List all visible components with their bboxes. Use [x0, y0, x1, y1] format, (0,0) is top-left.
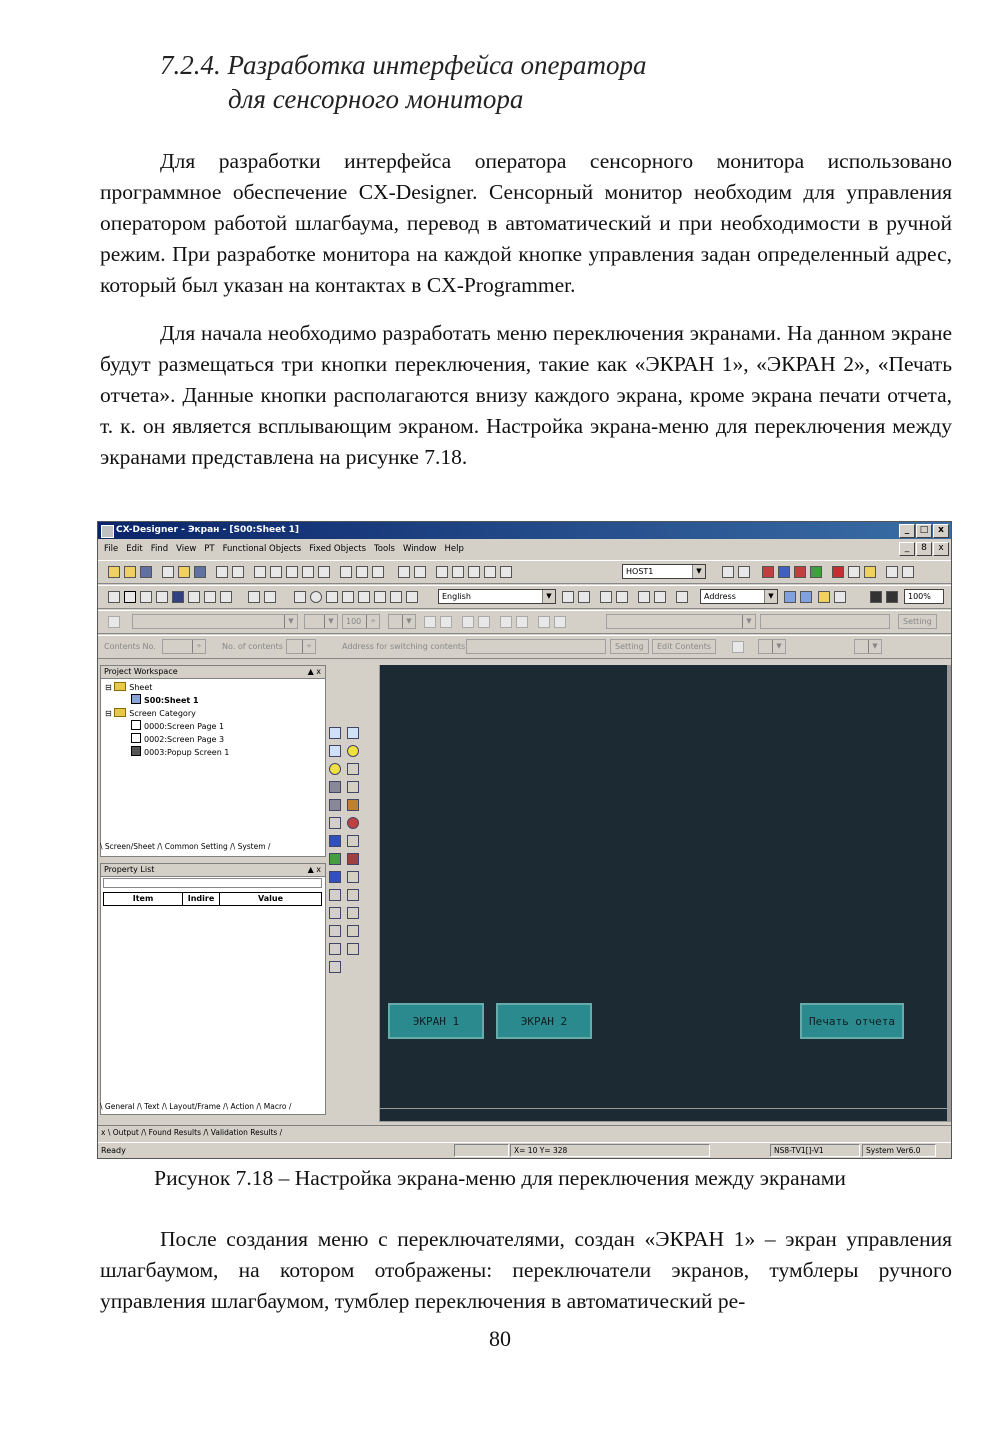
cx-designer-screenshot: [97, 521, 952, 1159]
line-icon[interactable]: [326, 591, 338, 603]
broken-line-icon[interactable]: [329, 835, 341, 847]
temporary-input-icon[interactable]: [329, 925, 341, 937]
fit-icon[interactable]: [248, 591, 260, 603]
property-table-header: [103, 892, 322, 906]
paragraph-2: Для начала необходимо разработать меню переключения экранами. На данном экране будут размещаться три кнопки переключения, такие как «ЭКРАН 1», «ЭКРАН 2», «Печать отчета». Данные кнопки располагаются внизу каждого экрана, кроме экрана печати отчета, т. к. он является всплывающим экраном. Настройка экрана-меню для переключения между экранами представлена на рисунке 7.18.: [100, 321, 952, 469]
frame-object-icon[interactable]: [329, 943, 341, 955]
undo-icon[interactable]: [398, 566, 410, 578]
delete-icon[interactable]: [484, 566, 496, 578]
status-blank: [454, 1144, 509, 1157]
paste-icon[interactable]: [318, 566, 330, 578]
drawing-toolbar: [98, 585, 951, 609]
table-object-icon[interactable]: [347, 907, 359, 919]
binoculars-icon[interactable]: [722, 566, 734, 578]
address-value: Address: [704, 592, 736, 601]
no-of-contents-label: No. of contents: [222, 642, 283, 651]
new-screen-icon[interactable]: [162, 566, 174, 578]
menu-help[interactable]: Help: [444, 544, 464, 554]
page-number: 80: [489, 1326, 511, 1351]
cut-icon[interactable]: [286, 566, 298, 578]
menu-bar: [98, 541, 951, 557]
layer-dropdown-icon[interactable]: ▼: [772, 640, 785, 653]
dot-icon[interactable]: [810, 566, 822, 578]
menu-view[interactable]: View: [176, 544, 197, 554]
doc-minimize-button[interactable]: _: [899, 542, 915, 556]
numeral-display-icon[interactable]: [329, 781, 341, 793]
pen-icon[interactable]: [108, 616, 120, 628]
status-bar: [98, 1142, 951, 1158]
print-icon[interactable]: [372, 566, 384, 578]
language-value: English: [442, 592, 471, 601]
test-icon[interactable]: [254, 566, 266, 578]
zoom-value: 100%: [908, 592, 931, 601]
workspace-tabs[interactable]: \ Screen/Sheet /\ Common Setting /\ System /: [100, 842, 271, 851]
thumbwheel-icon[interactable]: [347, 799, 359, 811]
zoom-2-icon[interactable]: [834, 591, 846, 603]
page-select[interactable]: [854, 639, 882, 654]
font-select[interactable]: [132, 614, 298, 629]
panel-close-icon[interactable]: ▲ x: [307, 667, 321, 676]
status-coords: X= 10 Y= 328: [510, 1144, 710, 1157]
frame-icon[interactable]: [172, 591, 184, 603]
address-switching-field[interactable]: [466, 639, 606, 654]
standard-toolbar: [98, 560, 951, 584]
align-icon[interactable]: [676, 591, 688, 603]
host-dropdown-icon[interactable]: ▼: [692, 565, 705, 578]
font-toolbar: [98, 610, 951, 634]
popup-page-icon: [131, 746, 141, 756]
polyline-icon[interactable]: [342, 591, 354, 603]
sheet-icon[interactable]: [848, 566, 860, 578]
font-dropdown-icon[interactable]: ▼: [284, 615, 297, 628]
object-value-field[interactable]: [760, 614, 890, 629]
page-dropdown-icon[interactable]: ▼: [868, 640, 881, 653]
menu-functional-objects[interactable]: Functional Objects: [222, 544, 302, 554]
contents-no-field[interactable]: [162, 639, 206, 654]
color-dropdown-icon[interactable]: ▼: [402, 615, 415, 628]
language-dropdown-icon[interactable]: ▼: [542, 590, 555, 603]
window-title: CX-Designer - Экран - [S00:Sheet 1]: [116, 525, 300, 535]
circle-icon[interactable]: [310, 591, 322, 603]
screen-2-button[interactable]: ЭКРАН 2: [496, 1003, 592, 1039]
arc-icon[interactable]: [390, 591, 402, 603]
rom-icon[interactable]: [784, 591, 796, 603]
property-close-icon[interactable]: ▲ x: [307, 865, 321, 874]
line-width-icon[interactable]: [516, 616, 528, 628]
hmi-screen[interactable]: [380, 665, 947, 1108]
font-size-field[interactable]: [342, 614, 380, 629]
project-tree: [101, 679, 325, 759]
paste-object-icon[interactable]: [468, 566, 480, 578]
address-dropdown-icon[interactable]: ▼: [764, 590, 777, 603]
transfer-icon[interactable]: [216, 566, 228, 578]
font-size-spin-icon[interactable]: ÷: [366, 615, 379, 628]
column-indirect: Indire: [183, 893, 220, 905]
address-switching-label: Address for switching contents: [342, 642, 466, 651]
object-select[interactable]: [606, 614, 756, 629]
menu-window[interactable]: Window: [402, 544, 437, 554]
column-item: Item: [104, 893, 183, 905]
layer-select[interactable]: [758, 639, 786, 654]
status-ready: Ready: [101, 1146, 126, 1155]
menu-pt[interactable]: PT: [204, 544, 215, 554]
contents-no-spin-icon[interactable]: ÷: [192, 640, 205, 653]
rectangle-icon[interactable]: [294, 591, 306, 603]
data-log-icon[interactable]: [329, 889, 341, 901]
open-icon[interactable]: [124, 566, 136, 578]
transfer-to-pt-icon[interactable]: [794, 566, 806, 578]
ellipse-icon[interactable]: [406, 591, 418, 603]
folder-icon: [114, 708, 126, 717]
command-button-icon[interactable]: [347, 763, 359, 775]
setting-button-top[interactable]: Setting: [898, 614, 937, 629]
copy-icon[interactable]: [302, 566, 314, 578]
menu-tools[interactable]: Tools: [374, 544, 395, 554]
info-icon[interactable]: [886, 566, 898, 578]
property-tabs[interactable]: \ General /\ Text /\ Layout/Frame /\ Action /\ Macro /: [100, 1102, 292, 1111]
table-icon[interactable]: [220, 591, 232, 603]
data-block-icon[interactable]: [347, 889, 359, 901]
push-button-icon[interactable]: [329, 727, 341, 739]
minimize-button[interactable]: _: [899, 524, 915, 538]
properties-icon[interactable]: [500, 566, 512, 578]
property-object-field[interactable]: [103, 878, 322, 888]
sheet-icon: [131, 694, 141, 704]
title-bar: [98, 522, 951, 539]
save-screen-icon[interactable]: [194, 566, 206, 578]
window-icon[interactable]: [140, 591, 152, 603]
save-icon[interactable]: [140, 566, 152, 578]
bit-lamp-icon[interactable]: [329, 745, 341, 757]
chart-icon[interactable]: [108, 591, 120, 603]
date-icon[interactable]: [329, 871, 341, 883]
setting-button[interactable]: Setting: [610, 639, 649, 654]
project-workspace-title: Project Workspace: [104, 667, 178, 676]
tools-icon[interactable]: [832, 566, 844, 578]
doc-close-button[interactable]: x: [933, 542, 949, 556]
label-switch-icon[interactable]: [578, 591, 590, 603]
font-style-dropdown-icon[interactable]: ▼: [324, 615, 337, 628]
arrange-2-icon[interactable]: [654, 591, 666, 603]
heading-line-1: 7.2.4. Разработка интерфейса оператора: [160, 50, 647, 80]
language-select[interactable]: [438, 589, 556, 604]
find-replace-icon[interactable]: [738, 566, 750, 578]
font-size-value: 100: [346, 617, 362, 626]
layer-icon[interactable]: [538, 616, 550, 628]
display-icon[interactable]: [188, 591, 200, 603]
word-button-icon[interactable]: [347, 727, 359, 739]
line-style-icon[interactable]: [500, 616, 512, 628]
screen-list-icon[interactable]: [778, 566, 790, 578]
zoom-field[interactable]: [904, 589, 944, 604]
new-project-icon[interactable]: [108, 566, 120, 578]
analog-meter-icon[interactable]: [347, 817, 359, 829]
paragraph-1: Для разработки интерфейса оператора сенсорного монитора использовано программное обеспечение CX-Designer. Сенсорный монитор необходим для управления оператором работой шлагбаума, перевод в автоматический и при необходимости в ручной режим. При разработке монитора на каждой кнопке управления задан определенный адрес, который был указан на контактах в CX-Programmer.: [100, 149, 952, 297]
object-dropdown-icon[interactable]: ▼: [742, 615, 755, 628]
address-select[interactable]: [700, 589, 778, 604]
output-tabs[interactable]: x \ Output /\ Found Results /\ Validation Results /: [98, 1125, 951, 1139]
menu-edit[interactable]: Edit: [126, 544, 143, 554]
screen-1-button[interactable]: ЭКРАН 1: [388, 1003, 484, 1039]
open-screen-icon[interactable]: [178, 566, 190, 578]
heading-line-2: для сенсорного монитора: [228, 84, 524, 114]
doc-restore-button[interactable]: 8: [916, 542, 932, 556]
page-icon: [131, 733, 141, 743]
print-report-button[interactable]: Печать отчета: [800, 1003, 904, 1039]
print-setup-icon[interactable]: [356, 566, 368, 578]
list-selection-icon[interactable]: [329, 799, 341, 811]
hmi-button-bar: [380, 1015, 947, 1121]
zoom-icon[interactable]: [818, 591, 830, 603]
paragraph-3: После создания меню с переключателями, создан «ЭКРАН 1» – экран управления шлагбаумом, на котором отображены: переключатели экранов, тумблеры ручного управления шлагбаумом, тумблер переключения в автоматический ре-: [100, 1227, 952, 1313]
no-of-contents-spin-icon[interactable]: ÷: [302, 640, 315, 653]
menu-fixed-objects[interactable]: Fixed Objects: [309, 544, 367, 554]
word-lamp-icon[interactable]: [347, 745, 359, 757]
copy-screen-icon[interactable]: [232, 566, 244, 578]
label-icon[interactable]: [562, 591, 574, 603]
tree-sheet-item[interactable]: S00:Sheet 1: [105, 694, 325, 707]
layer-2-icon[interactable]: [554, 616, 566, 628]
app-icon: [101, 525, 114, 538]
tree-page-3[interactable]: 0002:Screen Page 3: [105, 733, 325, 746]
status-model: NS8-TV1[]-V1: [770, 1144, 860, 1157]
no-of-contents-field[interactable]: [286, 639, 316, 654]
lamp-icon[interactable]: [329, 763, 341, 775]
bold-icon[interactable]: [424, 616, 436, 628]
screen-canvas[interactable]: [379, 665, 951, 1122]
host-select[interactable]: [622, 564, 706, 579]
section-heading: [160, 48, 646, 116]
close-button[interactable]: x: [933, 524, 949, 538]
italic-icon[interactable]: [440, 616, 452, 628]
color-select[interactable]: [388, 614, 416, 629]
font-style-select[interactable]: [304, 614, 338, 629]
graph-icon[interactable]: [347, 925, 359, 937]
page-icon: [131, 720, 141, 730]
bitmap-icon[interactable]: [347, 835, 359, 847]
host-value: HOST1: [626, 567, 654, 576]
tree-screen-category[interactable]: ⊟ Screen Category: [105, 709, 196, 718]
format-2-icon[interactable]: [616, 591, 628, 603]
contents-no-label: Contents No.: [104, 642, 156, 651]
figure-caption: Рисунок 7.18 – Настройка экрана-меню для переключения между экранами: [154, 1166, 846, 1190]
contents-toolbar: [98, 635, 951, 659]
video-icon[interactable]: [347, 853, 359, 865]
grid-icon[interactable]: [124, 591, 136, 603]
check-icon[interactable]: [762, 566, 774, 578]
image-icon[interactable]: [204, 591, 216, 603]
simulate-icon[interactable]: [270, 566, 282, 578]
redo-icon[interactable]: [414, 566, 426, 578]
fill-2-icon[interactable]: [886, 591, 898, 603]
alarm-icon[interactable]: [329, 853, 341, 865]
wand-icon[interactable]: [732, 641, 744, 653]
contents-icon[interactable]: [329, 961, 341, 973]
project-workspace-panel: [100, 665, 326, 857]
print-preview-icon[interactable]: [340, 566, 352, 578]
folder-icon: [114, 682, 126, 691]
time-icon[interactable]: [347, 871, 359, 883]
status-version: System Ver6.0: [862, 1144, 936, 1157]
menu-file[interactable]: File: [104, 544, 119, 554]
format-icon[interactable]: [600, 591, 612, 603]
polygon-icon[interactable]: [358, 591, 370, 603]
string-display-icon[interactable]: [347, 781, 359, 793]
popup-icon[interactable]: [156, 591, 168, 603]
network-icon[interactable]: [902, 566, 914, 578]
column-value: Value: [257, 894, 283, 903]
slider-icon[interactable]: [329, 907, 341, 919]
tree-page-1[interactable]: 0000:Screen Page 1: [105, 720, 325, 733]
copy-object-icon[interactable]: [452, 566, 464, 578]
align-left-icon[interactable]: [462, 616, 474, 628]
folder-icon[interactable]: [864, 566, 876, 578]
cut-object-icon[interactable]: [436, 566, 448, 578]
select-icon[interactable]: [264, 591, 276, 603]
property-list-title: Property List: [104, 865, 155, 874]
maximize-button[interactable]: □: [916, 524, 932, 538]
align-center-icon[interactable]: [478, 616, 490, 628]
view-icon[interactable]: [800, 591, 812, 603]
menu-find[interactable]: Find: [150, 544, 169, 554]
edit-contents-button[interactable]: Edit Contents: [652, 639, 716, 654]
fill-icon[interactable]: [870, 591, 882, 603]
pencil-object-icon[interactable]: [347, 943, 359, 955]
arrange-icon[interactable]: [638, 591, 650, 603]
level-meter-icon[interactable]: [329, 817, 341, 829]
tree-sheet[interactable]: ⊟ Sheet: [105, 683, 153, 692]
tree-popup-1[interactable]: 0003:Popup Screen 1: [105, 746, 325, 759]
sector-icon[interactable]: [374, 591, 386, 603]
property-list-panel: [100, 863, 326, 1115]
